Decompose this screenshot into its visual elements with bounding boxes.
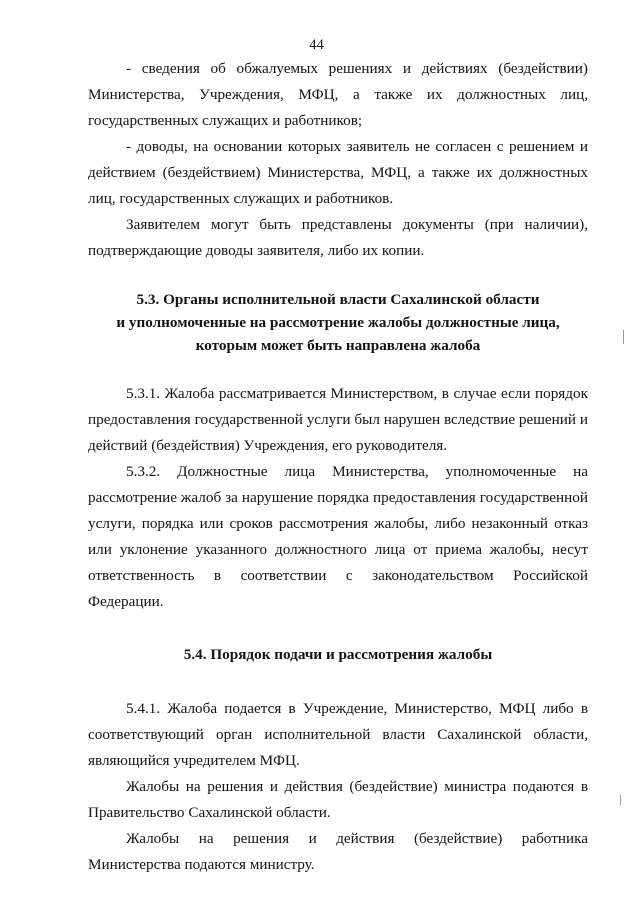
- section-5-3-heading-line: 5.3. Органы исполнительной власти Сахалинской области: [136, 291, 540, 308]
- paragraph-supporting-documents: Заявителем могут быть представлены документы (при наличии), подтверждающие доводы заявителя, либо их копии.: [88, 216, 588, 259]
- section-5-3-heading: [88, 288, 588, 357]
- paragraph-minister-complaints: Жалобы на решения и действия (бездействие) министра подаются в Правительство Сахалинской области.: [88, 778, 588, 821]
- paragraph-appeal-info: - сведения об обжалуемых решениях и действиях (бездействии) Министерства, Учреждения, МФЦ, а также их должностных лиц, государственных служащих и работников;: [88, 60, 588, 129]
- scan-artifact-mark: [620, 795, 621, 805]
- page-number: 44: [309, 37, 324, 53]
- paragraph-employee-complaints: Жалобы на решения и действия (бездействие) работника Министерства подаются министру.: [88, 830, 588, 873]
- paragraph-5-4-1: 5.4.1. Жалоба подается в Учреждение, Министерство, МФЦ либо в соответствующий орган исполнительной власти Сахалинской области, являющийся учредителем МФЦ.: [88, 700, 588, 769]
- scan-artifact-mark: [623, 330, 624, 344]
- document-body: [88, 56, 588, 878]
- paragraph-5-3-2: 5.3.2. Должностные лица Министерства, уполномоченные на рассмотрение жалоб за нарушение порядка предоставления государственной услуги, порядка или сроков рассмотрения жалобы, либо незаконный отказ или уклонение указанного должностного лица от приема жалобы, несут ответственность в соответствии с законодательством Российской Федерации.: [88, 463, 588, 610]
- paragraph-5-3-1: 5.3.1. Жалоба рассматривается Министерством, в случае если порядок предоставления государственной услуги был нарушен вследствие решений и действий (бездействия) Учреждения, его руководителя.: [88, 385, 588, 454]
- paragraph-appeal-arguments: - доводы, на основании которых заявитель не согласен с решением и действием (бездействием) Министерства, МФЦ, а также их должностных лиц, государственных служащих и работников.: [88, 138, 588, 207]
- section-5-4-heading: 5.4. Порядок подачи и рассмотрения жалобы: [183, 646, 493, 663]
- section-5-3-heading-line: и уполномоченные на рассмотрение жалобы должностные лица,: [116, 314, 560, 331]
- section-5-3-heading-line: которым может быть направлена жалоба: [195, 337, 481, 354]
